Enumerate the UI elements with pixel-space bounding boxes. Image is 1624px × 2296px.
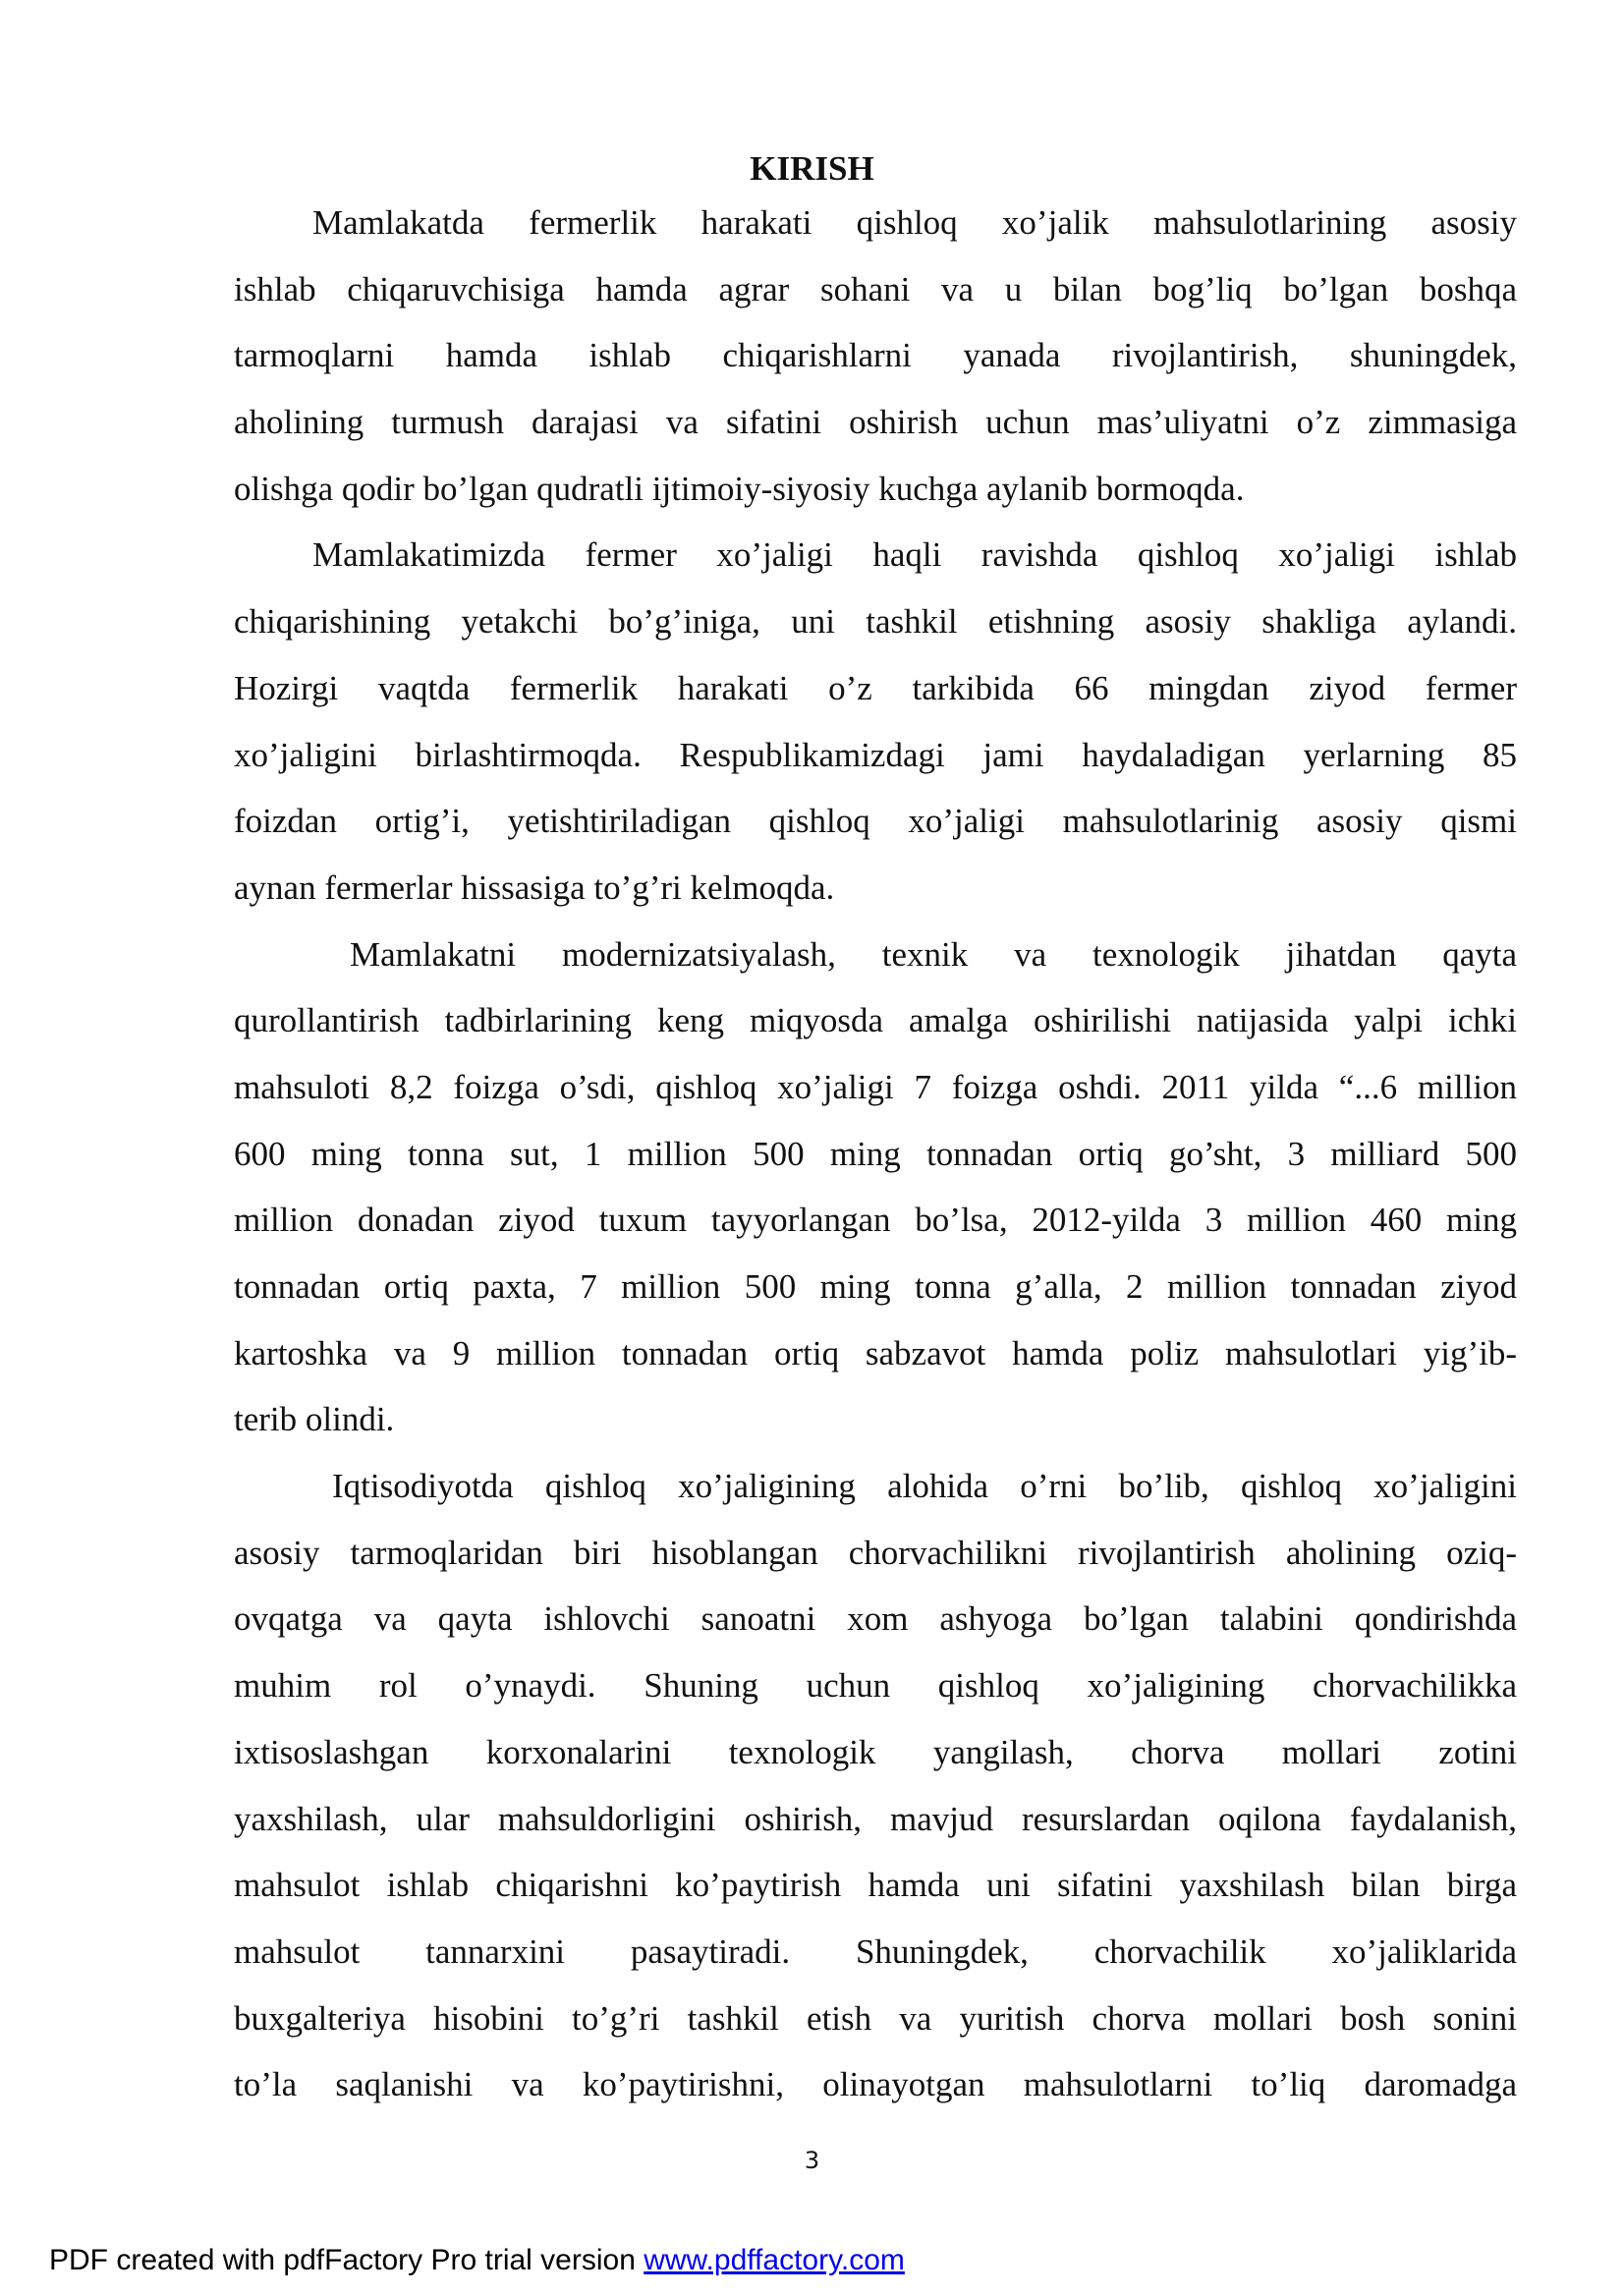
text-line: ixtisoslashgan korxonalarini texnologik yangilash, chorva mollari zotini bbox=[234, 1732, 1517, 1771]
footer-text: PDF created with pdfFactory Pro trial version bbox=[49, 2244, 644, 2276]
pdf-creator-footer bbox=[49, 2243, 905, 2278]
text-line: to’la saqlanishi va ko’paytirishni, olinayotgan mahsulotlarni to’liq daromadga bbox=[234, 2065, 1517, 2104]
text-line: aynan fermerlar hissasiga to’g’ri kelmoqda. bbox=[234, 868, 835, 907]
page-number: 3 bbox=[804, 2147, 820, 2174]
text-line: Iqtisodiyotda qishloq xo’jaligining alohida o’rni bo’lib, qishloq xo’jaligini bbox=[332, 1467, 1517, 1506]
text-line: tarmoqlarni hamda ishlab chiqarishlarni yanada rivojlantirish, shuningdek, bbox=[234, 336, 1517, 375]
text-line: xo’jaligini birlashtirmoqda. Respublikamizdagi jami haydaladigan yerlarning 85 bbox=[234, 735, 1517, 774]
text-line: mahsuloti 8,2 foizga o’sdi, qishloq xo’jaligi 7 foizga oshdi. 2011 yilda “...6 million bbox=[234, 1067, 1517, 1106]
paragraph bbox=[234, 522, 1517, 921]
text-line: chiqarishining yetakchi bo’g’iniga, uni tashkil etishning asosiy shakliga aylandi. bbox=[234, 602, 1517, 642]
document-body bbox=[234, 190, 1517, 2118]
text-line: olishga qodir bo’lgan qudratli ijtimoiy-siyosiy kuchga aylanib bormoqda. bbox=[234, 469, 1245, 508]
text-line: 600 ming tonna sut, 1 million 500 ming tonnadan ortiq go’sht, 3 milliard 500 bbox=[234, 1134, 1517, 1173]
text-line: tonnadan ortiq paxta, 7 million 500 ming tonna g’alla, 2 million tonnadan ziyod bbox=[234, 1267, 1517, 1306]
text-line: ishlab chiqaruvchisiga hamda agrar sohani va u bilan bog’liq bo’lgan boshqa bbox=[234, 269, 1517, 308]
page-title: KIRISH bbox=[750, 149, 874, 188]
text-line: foizdan ortig’i, yetishtiriladigan qishloq xo’jaligi mahsulotlarinig asosiy qismi bbox=[234, 802, 1517, 841]
text-line: asosiy tarmoqlaridan biri hisoblangan chorvachilikni rivojlantirish aholining oziq- bbox=[234, 1533, 1517, 1572]
text-line: qurollantirish tadbirlarining keng miqyosda amalga oshirilishi natijasida yalpi ichki bbox=[234, 1001, 1517, 1040]
text-line: kartoshka va 9 million tonnadan ortiq sabzavot hamda poliz mahsulotlari yig’ib- bbox=[234, 1333, 1517, 1372]
text-line: yaxshilash, ular mahsuldorligini oshirish, mavjud resurslardan oqilona faydalanish, bbox=[234, 1799, 1517, 1838]
footer-link[interactable]: www.pdffactory.com bbox=[644, 2244, 905, 2276]
text-line: Hozirgi vaqtda fermerlik harakati o’z tarkibida 66 mingdan ziyod fermer bbox=[234, 668, 1517, 707]
text-line: Mamlakatni modernizatsiyalash, texnik va texnologik jihatdan qayta bbox=[350, 934, 1517, 974]
text-line: ovqatga va qayta ishlovchi sanoatni xom ashyoga bo’lgan talabini qondirishda bbox=[234, 1599, 1517, 1639]
paragraph bbox=[234, 922, 1517, 1454]
paragraph bbox=[234, 190, 1517, 522]
text-line: buxgalteriya hisobini to’g’ri tashkil etish va yuritish chorva mollari bosh sonini bbox=[234, 1998, 1517, 2038]
text-line: Mamlakatimizda fermer xo’jaligi haqli ravishda qishloq xo’jaligi ishlab bbox=[312, 535, 1517, 575]
text-line: mahsulot tannarxini pasaytiradi. Shuningdek, chorvachilik xo’jaliklarida bbox=[234, 1932, 1517, 1971]
text-line: aholining turmush darajasi va sifatini oshirish uchun mas’uliyatni o’z zimmasiga bbox=[234, 403, 1517, 442]
paragraph bbox=[234, 1453, 1517, 2118]
text-line: Mamlakatda fermerlik harakati qishloq xo’jalik mahsulotlarining asosiy bbox=[312, 203, 1517, 242]
text-line: muhim rol o’ynaydi. Shuning uchun qishloq xo’jaligining chorvachilikka bbox=[234, 1666, 1517, 1706]
text-line: million donadan ziyod tuxum tayyorlangan bo’lsa, 2012-yilda 3 million 460 ming bbox=[234, 1201, 1517, 1240]
text-line: terib olindi. bbox=[234, 1400, 395, 1439]
text-line: mahsulot ishlab chiqarishni ko’paytirish hamda uni sifatini yaxshilash bilan birga bbox=[234, 1866, 1517, 1905]
